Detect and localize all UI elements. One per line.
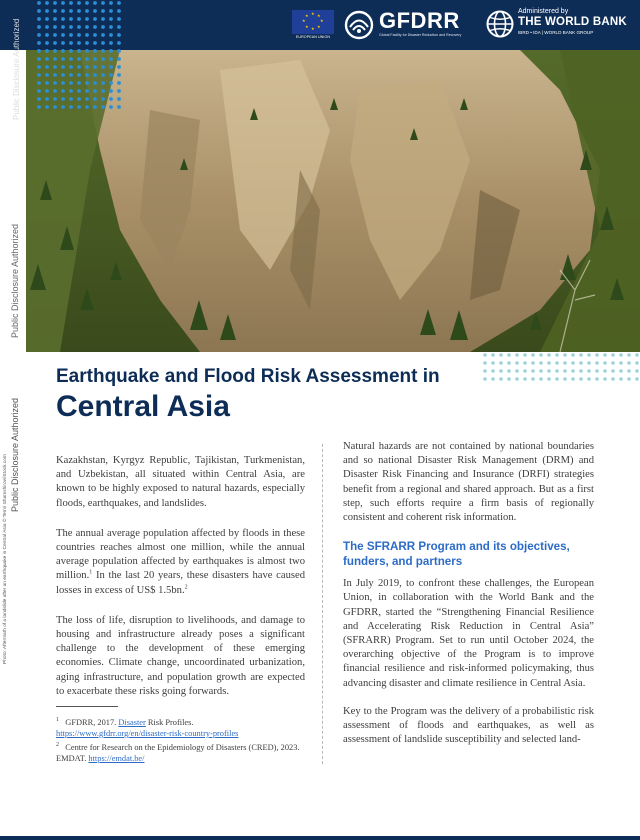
decor-dot xyxy=(109,57,113,61)
decor-dot xyxy=(69,105,73,109)
decor-dot xyxy=(77,25,81,29)
decor-dot xyxy=(117,81,121,85)
decor-dot xyxy=(45,57,49,61)
decor-dot xyxy=(37,105,41,109)
decor-dot xyxy=(483,377,487,381)
decor-dot xyxy=(69,1,73,5)
decor-dot xyxy=(53,65,57,69)
decor-dot xyxy=(627,361,631,365)
eu-label: EUROPEAN UNION xyxy=(295,35,331,39)
decor-dot xyxy=(563,353,567,357)
decor-dot xyxy=(117,9,121,13)
decor-dot xyxy=(523,353,527,357)
decor-dot xyxy=(109,25,113,29)
decor-dot xyxy=(611,377,615,381)
decor-dot xyxy=(93,33,97,37)
decor-dot xyxy=(515,361,519,365)
decor-dot xyxy=(93,17,97,21)
decor-dot xyxy=(45,73,49,77)
disclosure-label-top: Public Disclosure Authorized xyxy=(12,18,21,120)
decor-dot xyxy=(627,377,631,381)
decor-dot xyxy=(603,361,607,365)
decor-dot xyxy=(539,377,543,381)
decor-dot xyxy=(595,377,599,381)
footnote-1-url-link[interactable]: https://www.gfdrr.org/en/disaster-risk-country-profiles xyxy=(56,729,239,738)
decor-dot xyxy=(579,377,583,381)
decor-dot xyxy=(619,377,623,381)
decor-dot xyxy=(37,97,41,101)
left-paragraph-2a: The annual average population affected by floods in these countries reaches almost one million, while the annual average population affected by earthquakes is almost two million. xyxy=(56,527,305,582)
decor-dot xyxy=(37,49,41,53)
footnote-rule xyxy=(56,706,118,707)
decor-dot xyxy=(69,73,73,77)
decor-dot xyxy=(109,97,113,101)
decor-dot xyxy=(61,89,65,93)
decor-dot xyxy=(77,57,81,61)
decor-dot xyxy=(579,369,583,373)
decor-dot xyxy=(507,361,511,365)
decor-dot xyxy=(37,81,41,85)
decor-dot xyxy=(45,65,49,69)
decor-dot xyxy=(555,353,559,357)
decor-dot xyxy=(37,25,41,29)
decor-dot xyxy=(587,353,591,357)
decor-dot xyxy=(93,89,97,93)
decor-dot xyxy=(587,377,591,381)
decor-dot xyxy=(53,57,57,61)
decor-dot xyxy=(69,49,73,53)
decor-dot xyxy=(53,25,57,29)
decor-dot xyxy=(483,353,487,357)
decor-dot xyxy=(499,377,503,381)
decor-dot xyxy=(69,33,73,37)
left-column xyxy=(56,454,305,715)
decor-dot xyxy=(93,65,97,69)
decor-dot xyxy=(85,17,89,21)
decor-dot xyxy=(101,89,105,93)
decor-dot xyxy=(77,17,81,21)
right-paragraph-3: Key to the Program was the delivery of a probabilistic risk assessment of floods and earthquakes, as well as assessment of landslide susceptibility and selected land- xyxy=(343,705,594,746)
decor-dot xyxy=(547,353,551,357)
footnote-2-text: Centre for Research on the Epidemiology of Disasters (CRED), 2023. EMDAT. xyxy=(56,743,300,763)
decor-dot xyxy=(117,33,121,37)
decor-dot xyxy=(69,41,73,45)
decor-dot xyxy=(555,377,559,381)
decor-dot xyxy=(595,353,599,357)
decor-dot xyxy=(45,1,49,5)
decor-dot xyxy=(579,361,583,365)
wb-administered-by: Administered by xyxy=(518,8,569,15)
left-paragraph-2b: In the last 20 years, these disasters have caused losses in excess of US$ 1.5bn. xyxy=(56,570,305,596)
world-bank-globe-icon xyxy=(486,10,514,38)
decor-dot xyxy=(109,65,113,69)
left-paragraph-3: The loss of life, disruption to livelihoods, and damage to housing and infrastructure already poses a significant challenge to the development of these emerging economies. Climate change, uncoordinated urbanization, aging infrastructure, and population growth are expected to exacerbate these risks going forwards. xyxy=(56,614,305,697)
decor-dot xyxy=(85,25,89,29)
decor-dot xyxy=(37,57,41,61)
decor-dot xyxy=(101,41,105,45)
decor-dot xyxy=(53,41,57,45)
disclosure-label-2: Public Disclosure Authorized xyxy=(10,397,20,512)
dot-pattern-top-left xyxy=(36,0,122,112)
decor-dot xyxy=(45,17,49,21)
decor-dot xyxy=(499,361,503,365)
decor-dot xyxy=(117,73,121,77)
footnote-1-number: 1 xyxy=(56,717,59,724)
decor-dot xyxy=(37,9,41,13)
decor-dot xyxy=(603,353,607,357)
decor-dot xyxy=(507,369,511,373)
decor-dot xyxy=(109,9,113,13)
decor-dot xyxy=(499,353,503,357)
decor-dot xyxy=(85,41,89,45)
decor-dot xyxy=(109,41,113,45)
decor-dot xyxy=(491,377,495,381)
decor-dot xyxy=(61,1,65,5)
decor-dot xyxy=(587,361,591,365)
decor-dot xyxy=(109,17,113,21)
decor-dot xyxy=(69,97,73,101)
decor-dot xyxy=(53,105,57,109)
decor-dot xyxy=(547,369,551,373)
decor-dot xyxy=(61,33,65,37)
footnote-ref-2: 2 xyxy=(184,584,188,591)
decor-dot xyxy=(37,89,41,93)
decor-dot xyxy=(37,73,41,77)
photo-credit: Photo: Aftermath of a landslide after an earthquake in Central Asia © Temir Shamshirov/iStock.com xyxy=(3,454,8,664)
decor-dot xyxy=(45,41,49,45)
decor-dot xyxy=(483,369,487,373)
decor-dot xyxy=(61,65,65,69)
decor-dot xyxy=(531,361,535,365)
decor-dot xyxy=(101,65,105,69)
footnote-2-url-link[interactable]: https://emdat.be/ xyxy=(88,754,145,763)
decor-dot xyxy=(117,25,121,29)
decor-dot xyxy=(77,9,81,13)
decor-dot xyxy=(77,33,81,37)
decor-dot xyxy=(85,97,89,101)
decor-dot xyxy=(77,97,81,101)
gfdrr-name: GFDRR xyxy=(379,8,460,33)
decor-dot xyxy=(101,33,105,37)
decor-dot xyxy=(507,353,511,357)
decor-dot xyxy=(619,353,623,357)
decor-dot xyxy=(531,353,535,357)
decor-dot xyxy=(93,25,97,29)
decor-dot xyxy=(77,105,81,109)
decor-dot xyxy=(611,361,615,365)
dot-pattern-right xyxy=(482,352,640,386)
decor-dot xyxy=(627,353,631,357)
section-heading: The SFRARR Program and its objectives, funders, and partners xyxy=(343,540,570,569)
decor-dot xyxy=(109,89,113,93)
decor-dot xyxy=(555,369,559,373)
decor-dot xyxy=(45,49,49,53)
decor-dot xyxy=(109,33,113,37)
decor-dot xyxy=(109,105,113,109)
decor-dot xyxy=(117,57,121,61)
decor-dot xyxy=(69,17,73,21)
page-subtitle: Earthquake and Flood Risk Assessment in xyxy=(56,366,440,387)
decor-dot xyxy=(45,97,49,101)
right-paragraph-2: In July 2019, to confront these challenges, the European Union, in collaboration with the World Bank and the GFDRR, started the “Strengthening Financial Resilience and Accelerating Risk Reduction in Central Asia” (SFRARR) Program. Set to run until October 2024, the overarching objective of the Program is to improve financial resilience and risk-informed policymaking, thus advancing disaster and climate resilience in Central Asia. xyxy=(343,578,594,689)
decor-dot xyxy=(539,361,543,365)
left-paragraph-2 xyxy=(56,527,305,598)
decor-dot xyxy=(69,65,73,69)
decor-dot xyxy=(101,97,105,101)
decor-dot xyxy=(93,49,97,53)
footnote-2-number: 2 xyxy=(56,742,59,749)
decor-dot xyxy=(491,353,495,357)
left-paragraph-1: Kazakhstan, Kyrgyz Republic, Tajikistan, Turkmenistan, and Uzbekistan, all situated within Central Asia, are known to be highly exposed to natural hazards, especially floods, earthquakes, and landslides. xyxy=(56,455,305,509)
decor-dot xyxy=(61,81,65,85)
decor-dot xyxy=(635,353,639,357)
decor-dot xyxy=(61,49,65,53)
decor-dot xyxy=(77,73,81,77)
decor-dot xyxy=(69,81,73,85)
decor-dot xyxy=(603,369,607,373)
decor-dot xyxy=(563,377,567,381)
decor-dot xyxy=(53,1,57,5)
decor-dot xyxy=(101,73,105,77)
decor-dot xyxy=(117,105,121,109)
footnote-1-link-word[interactable]: Disaster xyxy=(118,718,146,727)
decor-dot xyxy=(37,1,41,5)
decor-dot xyxy=(93,105,97,109)
decor-dot xyxy=(523,361,527,365)
decor-dot xyxy=(85,9,89,13)
decor-dot xyxy=(491,361,495,365)
decor-dot xyxy=(101,49,105,53)
decor-dot xyxy=(117,1,121,5)
decor-dot xyxy=(101,17,105,21)
decor-dot xyxy=(101,1,105,5)
decor-dot xyxy=(635,377,639,381)
decor-dot xyxy=(85,65,89,69)
decor-dot xyxy=(53,89,57,93)
decor-dot xyxy=(37,41,41,45)
decor-dot xyxy=(109,81,113,85)
decor-dot xyxy=(595,369,599,373)
decor-dot xyxy=(547,361,551,365)
decor-dot xyxy=(539,369,543,373)
decor-dot xyxy=(45,25,49,29)
gfdrr-tagline: Global Facility for Disaster Reduction and Recovery xyxy=(379,33,462,37)
decor-dot xyxy=(93,57,97,61)
gfdrr-logo xyxy=(344,8,482,42)
decor-dot xyxy=(563,361,567,365)
right-paragraph-1: Natural hazards are not contained by national boundaries and so national Disaster Risk Management (DRM) and Disaster Risk Financing and Insurance (DRFI) strategies benefit from a regional and shared approach. But as a first step, such efforts require a firm basis of regionally consistent and coherent risk information. xyxy=(343,441,594,524)
decor-dot xyxy=(93,41,97,45)
decor-dot xyxy=(61,73,65,77)
decor-dot xyxy=(45,9,49,13)
decor-dot xyxy=(117,89,121,93)
decor-dot xyxy=(93,9,97,13)
decor-dot xyxy=(61,97,65,101)
decor-dot xyxy=(85,1,89,5)
decor-dot xyxy=(563,369,567,373)
decor-dot xyxy=(101,57,105,61)
decor-dot xyxy=(61,57,65,61)
decor-dot xyxy=(523,369,527,373)
footnote-ref-1: 1 xyxy=(89,569,93,576)
decor-dot xyxy=(483,361,487,365)
decor-dot xyxy=(77,49,81,53)
decor-dot xyxy=(539,353,543,357)
right-column xyxy=(343,440,594,761)
decor-dot xyxy=(37,33,41,37)
decor-dot xyxy=(61,41,65,45)
decor-dot xyxy=(37,17,41,21)
decor-dot xyxy=(93,1,97,5)
world-bank-logo xyxy=(486,8,636,42)
decor-dot xyxy=(515,353,519,357)
decor-dot xyxy=(579,353,583,357)
decor-dot xyxy=(53,49,57,53)
decor-dot xyxy=(531,377,535,381)
decor-dot xyxy=(69,57,73,61)
decor-dot xyxy=(635,361,639,365)
decor-dot xyxy=(117,17,121,21)
decor-dot xyxy=(77,89,81,93)
decor-dot xyxy=(93,97,97,101)
eu-logo xyxy=(292,10,334,40)
decor-dot xyxy=(69,9,73,13)
decor-dot xyxy=(571,377,575,381)
decor-dot xyxy=(587,369,591,373)
decor-dot xyxy=(555,361,559,365)
decor-dot xyxy=(117,65,121,69)
footnotes xyxy=(56,717,308,767)
decor-dot xyxy=(547,377,551,381)
decor-dot xyxy=(595,361,599,365)
wb-subline: IBRD • IDA | WORLD BANK GROUP xyxy=(518,30,594,35)
decor-dot xyxy=(109,1,113,5)
decor-dot xyxy=(499,369,503,373)
decor-dot xyxy=(37,65,41,69)
decor-dot xyxy=(571,361,575,365)
wb-name: THE WORLD BANK xyxy=(518,16,627,28)
page-title: Central Asia xyxy=(56,390,230,423)
decor-dot xyxy=(77,1,81,5)
decor-dot xyxy=(515,369,519,373)
footnote-1-text: GFDRR, 2017. xyxy=(65,718,119,727)
decor-dot xyxy=(61,105,65,109)
decor-dot xyxy=(611,353,615,357)
decor-dot xyxy=(61,9,65,13)
decor-dot xyxy=(53,9,57,13)
decor-dot xyxy=(635,369,639,373)
decor-dot xyxy=(85,89,89,93)
decor-dot xyxy=(109,73,113,77)
decor-dot xyxy=(53,73,57,77)
decor-dot xyxy=(619,361,623,365)
decor-dot xyxy=(53,97,57,101)
decor-dot xyxy=(77,65,81,69)
decor-dot xyxy=(77,81,81,85)
decor-dot xyxy=(101,105,105,109)
decor-dot xyxy=(93,81,97,85)
decor-dot xyxy=(571,369,575,373)
disclosure-label-1: Public Disclosure Authorized xyxy=(10,223,20,338)
decor-dot xyxy=(117,49,121,53)
decor-dot xyxy=(611,369,615,373)
footnote-1-text-2: Risk Profiles. xyxy=(145,718,194,727)
decor-dot xyxy=(627,369,631,373)
column-divider xyxy=(322,444,323,764)
decor-dot xyxy=(531,369,535,373)
decor-dot xyxy=(507,377,511,381)
decor-dot xyxy=(515,377,519,381)
decor-dot xyxy=(619,369,623,373)
gfdrr-globe-icon xyxy=(344,10,374,40)
decor-dot xyxy=(45,105,49,109)
decor-dot xyxy=(45,81,49,85)
decor-dot xyxy=(85,49,89,53)
eu-flag-icon: ★ ★ ★ ★ ★ ★ ★ ★ xyxy=(292,10,334,34)
decor-dot xyxy=(85,105,89,109)
decor-dot xyxy=(45,89,49,93)
decor-dot xyxy=(61,17,65,21)
footnote-2 xyxy=(56,742,308,764)
decor-dot xyxy=(491,369,495,373)
decor-dot xyxy=(109,49,113,53)
decor-dot xyxy=(77,41,81,45)
decor-dot xyxy=(603,377,607,381)
decor-dot xyxy=(69,25,73,29)
decor-dot xyxy=(101,9,105,13)
decor-dot xyxy=(117,97,121,101)
decor-dot xyxy=(61,25,65,29)
decor-dot xyxy=(85,73,89,77)
decor-dot xyxy=(101,81,105,85)
decor-dot xyxy=(85,33,89,37)
decor-dot xyxy=(117,41,121,45)
footnote-1 xyxy=(56,717,308,739)
bottom-rule xyxy=(0,836,640,840)
decor-dot xyxy=(53,17,57,21)
decor-dot xyxy=(101,25,105,29)
decor-dot xyxy=(45,33,49,37)
decor-dot xyxy=(69,89,73,93)
decor-dot xyxy=(571,353,575,357)
decor-dot xyxy=(93,73,97,77)
decor-dot xyxy=(53,33,57,37)
decor-dot xyxy=(85,57,89,61)
decor-dot xyxy=(85,81,89,85)
decor-dot xyxy=(53,81,57,85)
decor-dot xyxy=(523,377,527,381)
